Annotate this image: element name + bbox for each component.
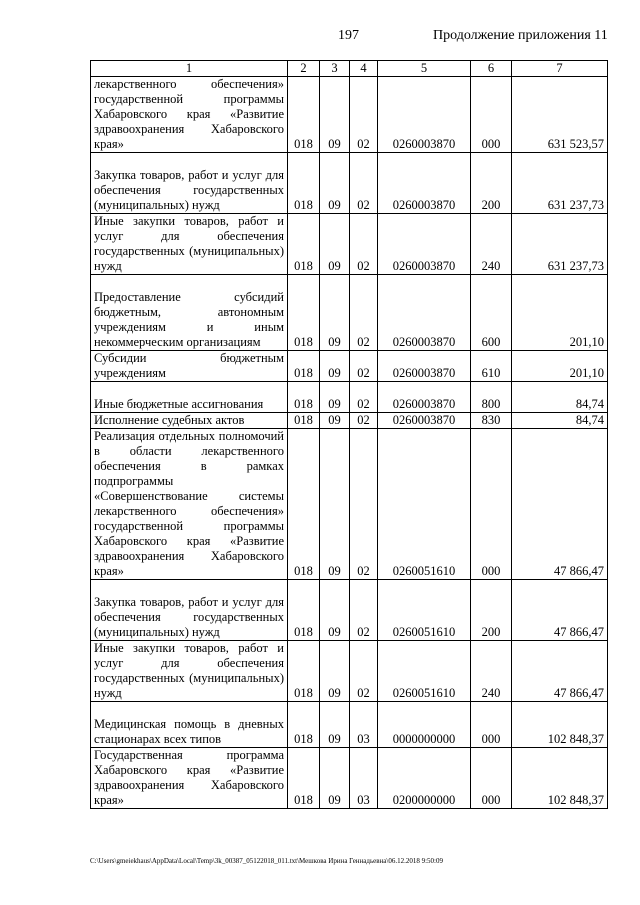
table-row: [91, 275, 608, 351]
amount: 47 866,47: [512, 580, 608, 641]
table-row: [91, 413, 608, 429]
subsection-code: 02: [350, 153, 378, 214]
subsection-code: 03: [350, 702, 378, 748]
amount: 47 866,47: [512, 429, 608, 580]
row-description: лекарственного обеспечения» государственной программы Хабаровского края «Развитие здравоохранения Хабаровского края»: [91, 77, 288, 153]
section-code: 09: [320, 748, 350, 809]
subsection-code: 02: [350, 580, 378, 641]
row-description: Исполнение судебных актов: [91, 413, 288, 429]
section-code: 09: [320, 413, 350, 429]
subsection-code: 02: [350, 214, 378, 275]
row-description: Иные закупки товаров, работ и услуг для обеспечения государственных (муниципальных) нужд: [91, 641, 288, 702]
amount: 47 866,47: [512, 641, 608, 702]
subsection-code: 02: [350, 382, 378, 413]
ministry-code: 018: [288, 429, 320, 580]
column-header: 4: [350, 61, 378, 77]
subsection-code: 02: [350, 351, 378, 382]
row-description: Реализация отдельных полномочий в области лекарственного обеспечения в рамках подпрограммы «Совершенствование системы лекарственного обеспечения» государственной программы Хабаровского края «Развитие здравоохранения Хабаровского края»: [91, 429, 288, 580]
subsection-code: 02: [350, 429, 378, 580]
expense-type-code: 000: [471, 77, 512, 153]
ministry-code: 018: [288, 413, 320, 429]
row-description: Государственная программа Хабаровского края «Развитие здравоохранения Хабаровского края»: [91, 748, 288, 809]
budget-table: [90, 60, 608, 809]
section-code: 09: [320, 702, 350, 748]
table-row: [91, 382, 608, 413]
target-article-code: 0260051610: [378, 641, 471, 702]
table-row: [91, 77, 608, 153]
table-row: [91, 153, 608, 214]
table-row: [91, 580, 608, 641]
column-number-row: [91, 61, 608, 77]
expense-type-code: 200: [471, 580, 512, 641]
expense-type-code: 610: [471, 351, 512, 382]
column-header: 1: [91, 61, 288, 77]
target-article-code: 0260003870: [378, 275, 471, 351]
target-article-code: 0000000000: [378, 702, 471, 748]
expense-type-code: 000: [471, 429, 512, 580]
section-code: 09: [320, 77, 350, 153]
amount: 201,10: [512, 351, 608, 382]
amount: 631 237,73: [512, 153, 608, 214]
footer-file-path: C:\Users\gmeiekhaus\AppData\Local\Temp\3k_00387_05122018_011.txt\Мешкова Ирина Геннадьевна\06.12.2018 9:50:09: [90, 857, 443, 865]
section-code: 09: [320, 382, 350, 413]
section-code: 09: [320, 214, 350, 275]
table-row: [91, 748, 608, 809]
subsection-code: 02: [350, 413, 378, 429]
subsection-code: 02: [350, 275, 378, 351]
column-header: 7: [512, 61, 608, 77]
row-description: Иные закупки товаров, работ и услуг для обеспечения государственных (муниципальных) нужд: [91, 214, 288, 275]
ministry-code: 018: [288, 77, 320, 153]
amount: 631 523,57: [512, 77, 608, 153]
ministry-code: 018: [288, 214, 320, 275]
ministry-code: 018: [288, 153, 320, 214]
expense-type-code: 800: [471, 382, 512, 413]
amount: 102 848,37: [512, 702, 608, 748]
section-code: 09: [320, 429, 350, 580]
table-row: [91, 214, 608, 275]
target-article-code: 0260003870: [378, 77, 471, 153]
target-article-code: 0260051610: [378, 429, 471, 580]
ministry-code: 018: [288, 641, 320, 702]
table-row: [91, 429, 608, 580]
section-code: 09: [320, 275, 350, 351]
column-header: 6: [471, 61, 512, 77]
expense-type-code: 240: [471, 641, 512, 702]
row-description: Иные бюджетные ассигнования: [91, 382, 288, 413]
table-row: [91, 351, 608, 382]
row-description: Субсидии бюджетным учреждениям: [91, 351, 288, 382]
expense-type-code: 000: [471, 748, 512, 809]
ministry-code: 018: [288, 351, 320, 382]
expense-type-code: 830: [471, 413, 512, 429]
expense-type-code: 600: [471, 275, 512, 351]
row-description: Предоставление субсидий бюджетным, автономным учреждениям и иным некоммерческим организациям: [91, 275, 288, 351]
subsection-code: 02: [350, 77, 378, 153]
target-article-code: 0260003870: [378, 214, 471, 275]
section-code: 09: [320, 351, 350, 382]
amount: 84,74: [512, 413, 608, 429]
appendix-note: Продолжение приложения 11: [433, 28, 608, 43]
amount: 84,74: [512, 382, 608, 413]
row-description: Закупка товаров, работ и услуг для обеспечения государственных (муниципальных) нужд: [91, 580, 288, 641]
row-description: Медицинская помощь в дневных стационарах всех типов: [91, 702, 288, 748]
page-number: 197: [338, 28, 359, 43]
row-description: Закупка товаров, работ и услуг для обеспечения государственных (муниципальных) нужд: [91, 153, 288, 214]
ministry-code: 018: [288, 702, 320, 748]
target-article-code: 0200000000: [378, 748, 471, 809]
ministry-code: 018: [288, 580, 320, 641]
amount: 102 848,37: [512, 748, 608, 809]
expense-type-code: 200: [471, 153, 512, 214]
target-article-code: 0260003870: [378, 153, 471, 214]
ministry-code: 018: [288, 382, 320, 413]
column-header: 3: [320, 61, 350, 77]
column-header: 5: [378, 61, 471, 77]
subsection-code: 02: [350, 641, 378, 702]
ministry-code: 018: [288, 748, 320, 809]
section-code: 09: [320, 580, 350, 641]
section-code: 09: [320, 641, 350, 702]
expense-type-code: 000: [471, 702, 512, 748]
target-article-code: 0260003870: [378, 382, 471, 413]
amount: 631 237,73: [512, 214, 608, 275]
ministry-code: 018: [288, 275, 320, 351]
table-row: [91, 702, 608, 748]
section-code: 09: [320, 153, 350, 214]
subsection-code: 03: [350, 748, 378, 809]
expense-type-code: 240: [471, 214, 512, 275]
target-article-code: 0260003870: [378, 351, 471, 382]
table-row: [91, 641, 608, 702]
column-header: 2: [288, 61, 320, 77]
amount: 201,10: [512, 275, 608, 351]
target-article-code: 0260051610: [378, 580, 471, 641]
target-article-code: 0260003870: [378, 413, 471, 429]
